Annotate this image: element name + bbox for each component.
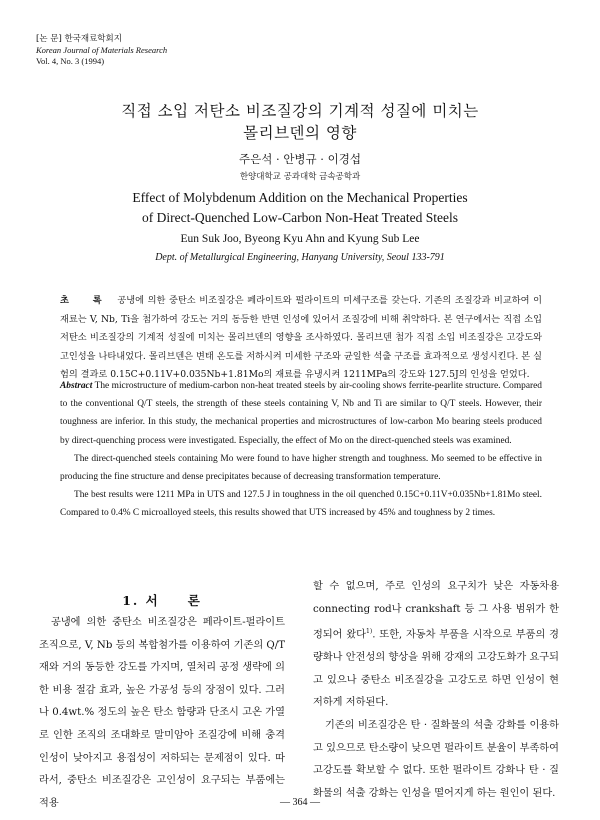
- korean-abstract: [60, 292, 542, 385]
- korean-abstract-label: 초 록: [60, 295, 112, 306]
- korean-affiliation: 한양대학교 공과대학 금속공학과: [239, 172, 361, 182]
- english-abstract-p1: The microstructure of medium-carbon non-heat treated steels by air-cooling shows ferrite-pearlite structure. Compared to the conventional Q/T steels, the strength of these steels containing V, Nb and Ti are similar to Q/T steels. However, their toughness are inferior. In this study, the mechanical properties and microstructures of low-carbon Mo bearing steels produced by direct-quenching process were investigated. Especially, the effect of Mo on the direct-quenched steels was examined.: [60, 381, 542, 446]
- right-column-paragraph1-text: 할 수 없으며, 주로 인성의 요구치가 낮은 자동차용 connecting rod나 crankshaft 등 그 사용 범위가 한정되어 왔다: [313, 581, 559, 641]
- journal-header: [36, 34, 167, 67]
- page-number: ― 364 ―: [280, 797, 320, 808]
- english-title-line1: Effect of Molybdenum Addition on the Mechanical Properties: [132, 190, 468, 205]
- korean-abstract-text: 공냉에 의한 중탄소 비조질강은 페라이트와 펄라이트의 미세구조를 갖는다. 기존의 조질강과 비교하여 이 재료는 V, Nb, Ti을 첨가하여 강도는 거의 동등한 반면 인성에 있어서 조질강에 비해 취약하다. 본 연구에서는 직접 소입 저탄소 비조질강의 기계적 성질에 미치는 몰리브덴의 영향을 조사하였다. 몰리브덴 첨가 직접 소입 비조질강은 고강도와 고인성을 나타내었다. 몰리브덴은 변태 온도를 저하시켜 미세한 구조와 균일한 석출 구조를 효과적으로 생성시킨다. 본 실험의 결과로 0.15C+0.11V+0.035Nb+1.81Mo의 재료를 유냉시켜 1211MPa의 강도와 127.5J의 인성을 얻었다.: [60, 295, 543, 381]
- right-column-paragraph2: 기존의 비조질강은 탄 · 질화물의 석출 강화를 이용하고 있으므로 탄소량이 낮으면 펄라이트 분율이 부족하여 고강도를 확보할 수 없다. 또한 펄라이트 강화나 탄 · 질화물의 석출 강화는 인성을 떨어지게 하는 원인이 된다.: [313, 719, 559, 799]
- right-column-paragraph1: [313, 576, 559, 715]
- journal-korean-name: [논 문] 한국재료학회지: [36, 34, 122, 44]
- journal-volume: Vol. 4, No. 3 (1994): [36, 56, 105, 66]
- korean-title: [0, 100, 600, 144]
- journal-english-name: Korean Journal of Materials Research: [36, 45, 168, 55]
- english-authors: Eun Suk Joo, Byeong Kyu Ahn and Kyung Sub Lee: [180, 233, 420, 245]
- right-column-paragraph1-text-cont: . 또한, 자동차 부품을 시작으로 부품의 경량화나 안전성의 향상을 위해 강재의 고강도화가 요구되고 있으나 중탄소 비조질강을 고강도로 하면 인성이 현저하게 저하된다.: [313, 629, 559, 709]
- english-title-line2: of Direct-Quenched Low-Carbon Non-Heat Treated Steels: [141, 210, 459, 225]
- reference-superscript: 1): [366, 628, 373, 636]
- section-title-part2: 론: [187, 593, 202, 608]
- left-column: [39, 612, 285, 815]
- right-column: [313, 576, 559, 805]
- english-abstract: [60, 377, 542, 523]
- section-title-part1: 서: [145, 593, 160, 608]
- korean-title-line1: 직접 소입 저탄소 비조질강의 기계적 성질에 미치는: [121, 102, 479, 120]
- english-title: [0, 188, 600, 228]
- english-affiliation: Dept. of Metallurgical Engineering, Hanyang University, Seoul 133-791: [155, 252, 445, 263]
- korean-authors: 주은석 · 안병규 · 이경섭: [239, 152, 361, 166]
- english-abstract-p3: The best results were 1211 MPa in UTS and 127.5 J in toughness in the oil quenched 0.15C+0.11V+0.035Nb+1.81Mo steel. Compared to 0.4% C microalloyed steels, this results showed that UTS increased by 45% and toughness by 2 times.: [60, 490, 542, 519]
- english-abstract-label: Abstract: [60, 381, 93, 391]
- left-column-paragraph: 공냉에 의한 중탄소 비조질강은 페라이트-펄라이트 조직으로, V, Nb 등의 복합첨가를 이용하여 기존의 Q/T재와 거의 동등한 강도를 가지며, 열처리 공정 생략에 의한 비용 절감 효과, 높은 가공성 등의 장점이 있다. 그러나 0.4wt.% 정도의 높은 탄소 함량과 단조시 고온 가열로 인한 조직의 조대화로 말미암아 조질강에 비해 충격 인성이 낮아지고 용접성이 저하되는 문제점이 있다. 따라서, 중탄소 비조질강은 고인성이 요구되는 부품에는 적용: [39, 617, 285, 809]
- english-abstract-p2: The direct-quenched steels containing Mo were found to have higher strength and toughness. Mo seemed to be effective in producing the fine structure and dense precipitates because of decreasing transformation temperature.: [60, 453, 542, 483]
- korean-title-line2: 몰리브덴의 영향: [243, 124, 357, 142]
- section-heading-introduction: [39, 591, 285, 609]
- section-number: 1.: [122, 593, 140, 608]
